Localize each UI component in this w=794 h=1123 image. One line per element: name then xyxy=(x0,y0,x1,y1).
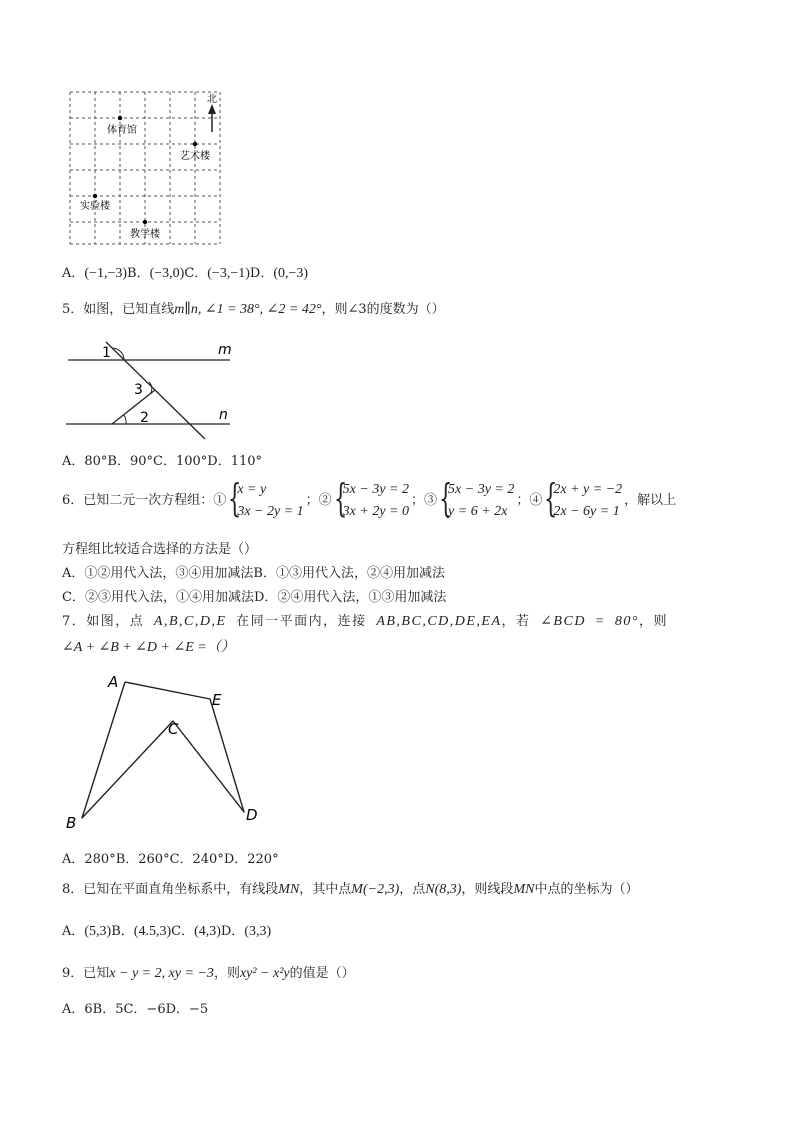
q9-text-a: 9．已知 xyxy=(62,966,110,981)
art-building-point xyxy=(193,142,197,146)
q8-text-c: ，点 xyxy=(399,882,426,897)
q6-mark-4: ④ xyxy=(529,493,543,508)
q6-system-1-eq2: 3x − 2y = 1 xyxy=(237,503,304,519)
q9-options: A．6B．5C．−6D．−5 xyxy=(62,1002,209,1017)
q8-text-b: ，其中点 xyxy=(299,882,352,897)
north-label: 北 xyxy=(207,94,217,105)
q7-condition: ∠BCD = 80° xyxy=(540,614,639,629)
point-c-label: C xyxy=(168,720,179,738)
q4-option-a-label: A． xyxy=(62,266,85,281)
q7-stem-line1 xyxy=(62,610,668,630)
gym-point xyxy=(118,116,122,120)
q6-system-4-eq1: 2x + y = −2 xyxy=(553,481,623,497)
q5-text-b: ，则∠3的度数为（） xyxy=(321,302,445,317)
q8-option-c-label: C． xyxy=(171,924,195,939)
line-n-label: n xyxy=(219,407,228,423)
q6-mark-1: ① xyxy=(213,493,227,508)
q6-tail: ，解以上 xyxy=(624,493,677,508)
q8-segment-mn: MN xyxy=(278,882,300,897)
q4-option-c-label: C． xyxy=(184,266,208,281)
q5-stem xyxy=(62,298,445,318)
point-a-label: A xyxy=(108,673,119,691)
q8-option-d: (3,3) xyxy=(244,924,272,939)
angle-2-label: 2 xyxy=(140,410,149,426)
angle-1-label: 1 xyxy=(102,345,111,361)
q8-option-a-label: A． xyxy=(62,924,85,939)
q4-option-d-label: D． xyxy=(249,266,274,281)
q6-stem xyxy=(62,475,677,524)
q7-text-b: 在同一平面内，连接 xyxy=(236,614,367,629)
q7-points: A,B,C,D,E xyxy=(153,614,227,629)
q8-point-n: N(8,3) xyxy=(425,882,462,897)
q4-option-a: (−1,−3) xyxy=(84,266,128,281)
q6-mark-3: ③ xyxy=(424,493,438,508)
q6-system-4: { 2x + y = −2 2x − 6y = 1 xyxy=(544,479,622,523)
q6-options-cd: C．②③用代入法，①④用加减法D．②④用代入法，①③用加减法 xyxy=(62,590,447,605)
point-d-label: D xyxy=(246,806,258,824)
q6-system-3-eq1: 5x − 3y = 2 xyxy=(448,481,515,497)
q6-sep-1: ； xyxy=(305,493,319,508)
q8-option-b-label: B． xyxy=(111,924,134,939)
q5-options: A．80°B．90°C．100°D．110° xyxy=(62,454,263,469)
q4-option-c: (−3,−1) xyxy=(207,266,250,281)
q7-pentagon-figure xyxy=(60,668,270,836)
q7-options: A．280°B．260°C．240°D．220° xyxy=(62,852,279,867)
q6-system-3: { 5x − 3y = 2 y = 6 + 2x xyxy=(439,479,514,523)
q6-system-1-eq1: x = y xyxy=(237,481,267,497)
q8-option-d-label: D． xyxy=(220,924,245,939)
line-m-label: m xyxy=(218,342,232,358)
q9-expression: xy² − x²y xyxy=(239,966,290,981)
lab-building-point xyxy=(93,194,97,198)
place-gym: 体育馆 xyxy=(107,125,137,136)
q7-text-c: ，若 xyxy=(501,614,531,629)
q6-intro: 已知二元一次方程组： xyxy=(83,493,214,508)
q9-condition: x − y = 2, xy = −3 xyxy=(109,966,214,981)
q8-stem xyxy=(62,878,638,898)
q8-option-a: (5,3) xyxy=(84,924,112,939)
q4-options xyxy=(62,262,308,282)
place-teaching-building: 教学楼 xyxy=(130,229,160,240)
q8-segment-mn-2: MN xyxy=(513,882,535,897)
q6-system-2: { 5x − 3y = 2 3x + 2y = 0 xyxy=(334,479,409,523)
q8-option-b: (4.5,3) xyxy=(133,924,172,939)
q6-mark-2: ② xyxy=(318,493,332,508)
q7-text-d: ，则 xyxy=(638,614,668,629)
place-art-building: 艺术楼 xyxy=(180,151,210,162)
q6-system-2-eq2: 3x + 2y = 0 xyxy=(342,503,409,519)
q6-system-3-eq2: y = 6 + 2x xyxy=(448,503,508,519)
angle-3-label: 3 xyxy=(134,382,143,398)
q9-text-b: ，则 xyxy=(213,966,240,981)
q6-system-4-eq2: 2x − 6y = 1 xyxy=(553,503,620,519)
q6-system-1: { x = y 3x − 2y = 1 xyxy=(228,479,303,523)
q5-text-a: 如图，已知直线 xyxy=(83,302,175,317)
q4-option-b-label: B． xyxy=(127,266,150,281)
q9-stem xyxy=(62,962,355,982)
q6-sep-2: ； xyxy=(411,493,425,508)
q6-options-ab: A．①②用代入法，③④用加减法B．①③用代入法，②④用加减法 xyxy=(62,566,445,581)
q5-condition: m∥n, ∠1 = 38°, ∠2 = 42° xyxy=(174,302,322,317)
q8-text-e: 中点的坐标为（） xyxy=(534,882,639,897)
q6-sep-3: ； xyxy=(516,493,530,508)
q6-system-2-eq1: 5x − 3y = 2 xyxy=(342,481,409,497)
point-e-label: E xyxy=(212,691,222,709)
q6-number: 6． xyxy=(62,493,84,508)
place-lab-building: 实验楼 xyxy=(80,201,110,212)
q5-number: 5． xyxy=(62,302,84,317)
point-b-label: B xyxy=(66,814,77,832)
q4-option-b: (−3,0) xyxy=(149,266,185,281)
q6-line2: 方程组比较适合选择的方法是（） xyxy=(62,542,258,557)
q8-text-d: ，则线段 xyxy=(461,882,514,897)
q8-point-m: M(−2,3) xyxy=(351,882,400,897)
q9-text-c: 的值是（） xyxy=(289,966,355,981)
q7-text-a: 7．如图，点 xyxy=(62,614,145,629)
teaching-building-point xyxy=(143,220,147,224)
q8-option-c: (4,3) xyxy=(194,924,221,939)
q4-option-d: (0,−3) xyxy=(273,266,309,281)
q8-text-a: 8．已知在平面直角坐标系中，有线段 xyxy=(62,882,279,897)
q7-segments: AB,BC,CD,DE,EA xyxy=(376,614,502,629)
q5-parallel-lines-figure xyxy=(62,336,252,444)
campus-map-figure xyxy=(62,88,232,248)
q8-options xyxy=(62,920,271,940)
q7-stem-line2: ∠A + ∠B + ∠D + ∠E =（） xyxy=(62,640,235,655)
